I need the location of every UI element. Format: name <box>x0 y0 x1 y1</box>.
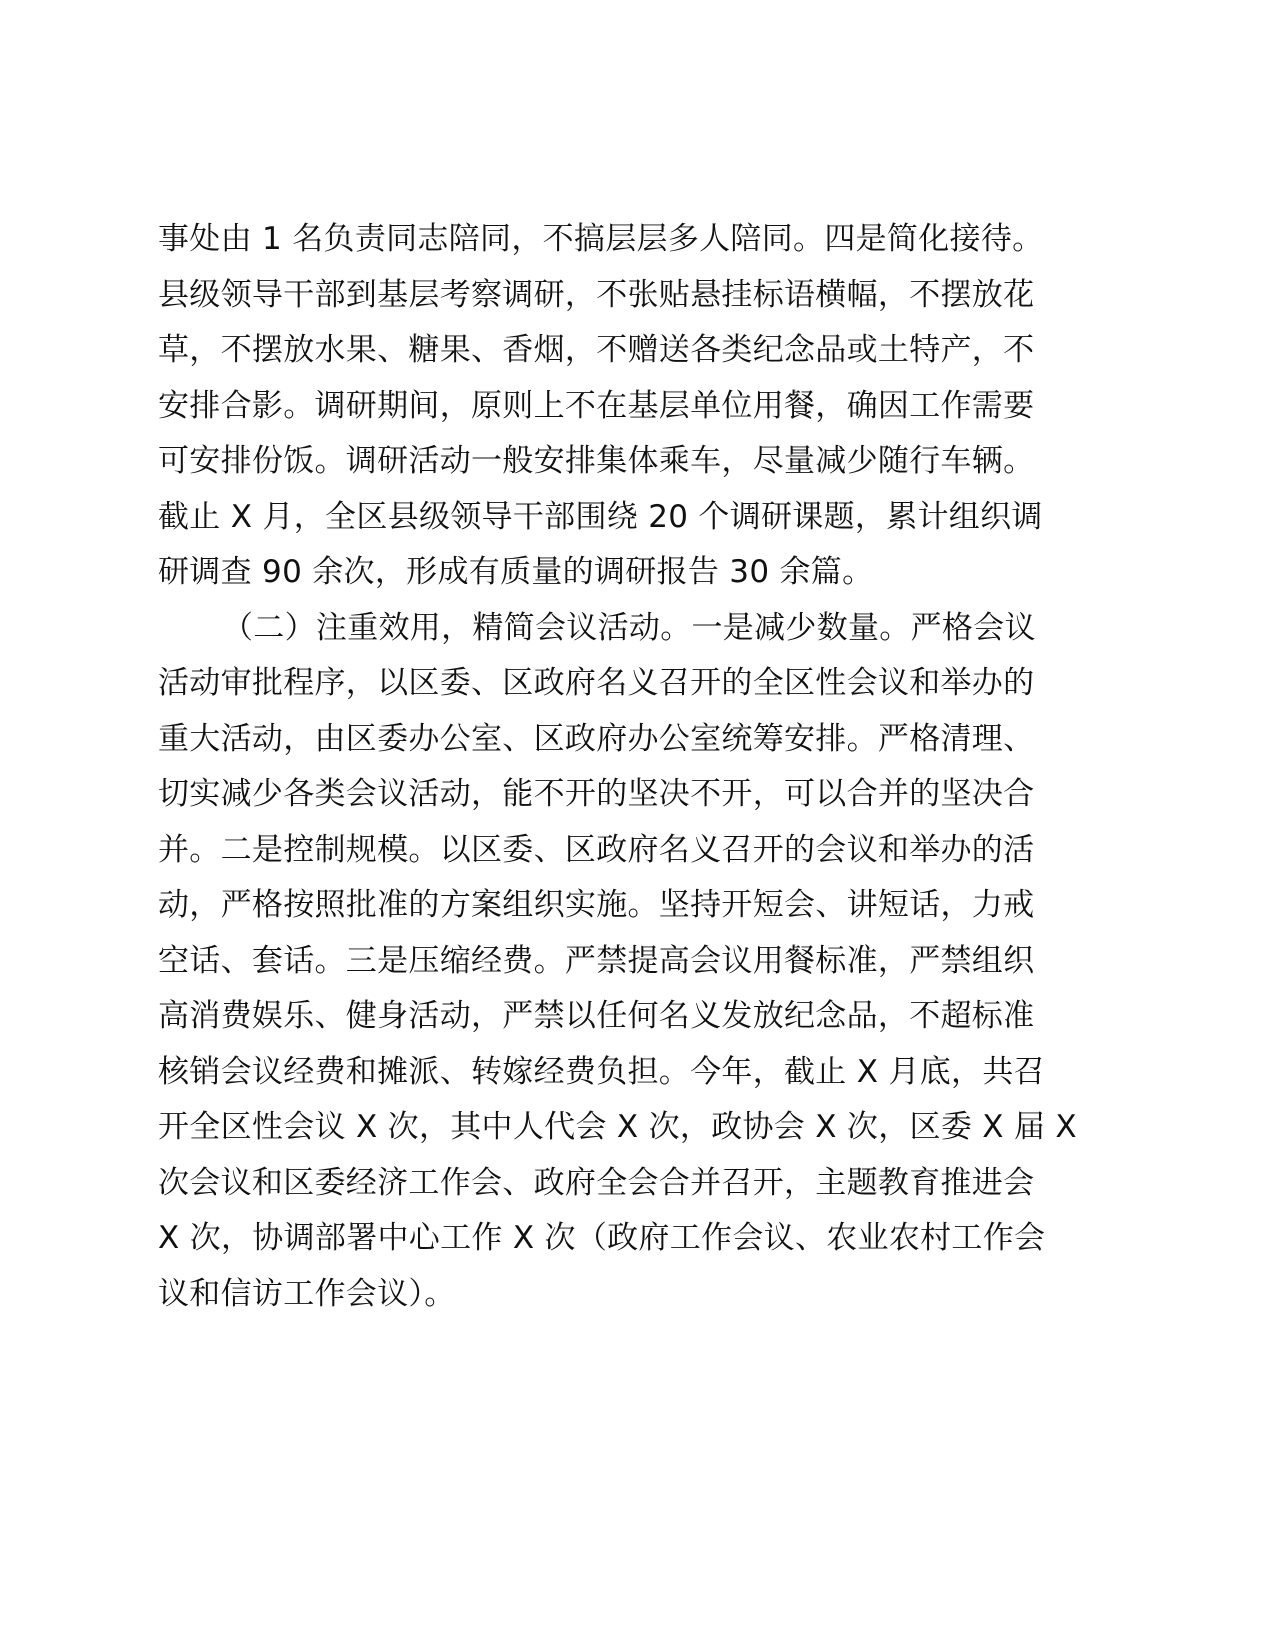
text-line: 开全区性会议 X 次，其中人代会 X 次，政协会 X 次，区委 X 届 X <box>158 1109 1077 1145</box>
text-line: 议和信访工作会议）。 <box>158 1275 456 1312</box>
text-line: 草，不摆放水果、糖果、香烟，不赠送各类纪念品或土特产，不 <box>158 332 1035 368</box>
section-heading-line: （二）注重效用，精简会议活动。一是减少数量。严格会议 <box>222 609 1036 646</box>
text-line: 次会议和区委经济工作会、政府全会合并召开，主题教育推进会 <box>158 1164 1035 1201</box>
text-line: 安排合影。调研期间，原则上不在基层单位用餐，确因工作需要 <box>158 387 1035 424</box>
text-line: 并。二是控制规模。以区委、区政府名义召开的会议和举办的活 <box>158 831 1035 868</box>
text-line: 重大活动，由区委办公室、区政府办公室统筹安排。严格清理、 <box>158 720 1035 757</box>
text-line: 可安排份饭。调研活动一般安排集体乘车，尽量减少随行车辆。 <box>158 443 1035 479</box>
text-line: 事处由 1 名负责同志陪同，不搞层层多人陪同。四是简化接待。 <box>158 221 1044 257</box>
text-line: X 次，协调部署中心工作 X 次（政府工作会议、农业农村工作会 <box>158 1220 1046 1256</box>
text-line: 空话、套话。三是压缩经费。严禁提高会议用餐标准，严禁组织 <box>158 942 1035 979</box>
text-line: 切实减少各类会议活动，能不开的坚决不开，可以合并的坚决合 <box>158 776 1035 812</box>
text-line: 截止 X 月，全区县级领导干部围绕 20 个调研课题，累计组织调 <box>158 498 1043 535</box>
document-body <box>158 212 1077 1322</box>
text-line: 活动审批程序，以区委、区政府名义召开的全区性会议和举办的 <box>158 665 1035 701</box>
text-line: 核销会议经费和摊派、转嫁经费负担。今年，截止 X 月底，共召 <box>158 1053 1045 1090</box>
text-line: 动，严格按照批准的方案组织实施。坚持开短会、讲短话，力戒 <box>158 887 1035 923</box>
text-line: 高消费娱乐、健身活动，严禁以任何名义发放纪念品，不超标准 <box>158 998 1035 1034</box>
text-line: 县级领导干部到基层考察调研，不张贴悬挂标语横幅，不摆放花 <box>158 276 1035 313</box>
text-line: 研调查 90 余次，形成有质量的调研报告 30 余篇。 <box>158 554 874 590</box>
